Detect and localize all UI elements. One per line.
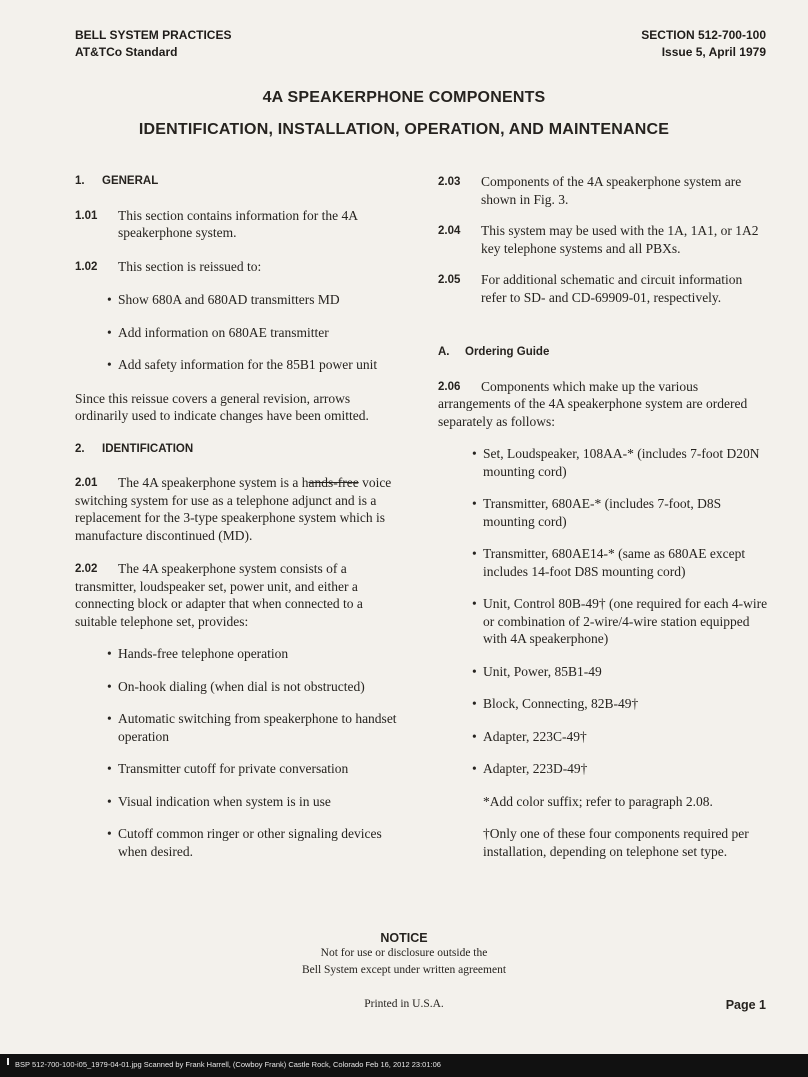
document-subtitle: IDENTIFICATION, INSTALLATION, OPERATION, AND MAINTENANCE — [138, 121, 670, 138]
bullet-icon: • — [107, 678, 112, 694]
notice-block — [0, 931, 808, 979]
list-item: • Set, Loudspeaker, 108AA-* (includes 7-foot D20N mounting cord) — [472, 446, 760, 479]
paragraph-2-05 — [438, 271, 768, 306]
notice-line-1: Not for use or disclosure outside the — [320, 947, 488, 959]
list-item: • Cutoff common ringer or other signaling devices when desired. — [107, 826, 382, 859]
header-left — [75, 27, 231, 61]
bullet-icon: • — [107, 711, 112, 726]
header-section: SECTION 512-700-100 — [641, 28, 766, 42]
list-item: • Show 680A and 680AD transmitters MD — [107, 292, 340, 307]
bullet-icon: • — [472, 446, 477, 461]
list-item: • Transmitter cutoff for private conversation — [107, 761, 349, 776]
bullet-icon: • — [107, 646, 112, 661]
paragraph-number: 2.01 — [75, 477, 98, 489]
bullet-icon: • — [107, 292, 112, 307]
paragraph-text: This system may be used with the 1A, 1A1, or 1A2 key telephone systems and all PBXs. — [481, 223, 759, 256]
paragraph-number: 1.02 — [75, 260, 98, 273]
bullet-icon: • — [107, 761, 112, 776]
bullet-icon: • — [472, 496, 477, 511]
paragraph-text: Components of the 4A speakerphone system are shown in Fig. 3. — [481, 174, 742, 207]
list-item: • Transmitter, 680AE-* (includes 7-foot, D8S mounting cord) — [472, 496, 722, 529]
header-standard: AT&TCo Standard — [75, 45, 178, 59]
paragraph-2-02: 2.02 The 4A speakerphone system consists of a transmitter, loudspeaker set, power unit, and either a connecting block or adapter that when connected to a suitable telephone set, provides: — [75, 561, 363, 629]
list-item: • Adapter, 223C-49† — [472, 728, 587, 744]
printed-in: Printed in U.S.A. — [364, 998, 444, 1010]
section-1-title: GENERAL — [102, 175, 159, 187]
section-2-number: 2. — [75, 442, 85, 455]
page-number: Page 1 — [725, 998, 766, 1012]
bullet-icon: • — [472, 728, 477, 744]
bullet-icon: • — [472, 696, 477, 711]
scan-footer-text: BSP 512-700-100-i05_1979-04-01.jpg Scanned by Frank Harrell, (Cowboy Frank) Castle Rock, Colorado Feb 16, 2012 23:01:06 — [15, 1060, 441, 1069]
list-item: • Visual indication when system is in use — [107, 793, 331, 809]
section-1-heading — [75, 173, 406, 191]
paragraph-1-02 — [75, 258, 406, 276]
paragraph-number: 2.06 — [438, 380, 461, 393]
color-suffix-note: *Add color suffix; refer to paragraph 2.08. — [483, 793, 713, 809]
section-2-heading — [75, 441, 406, 459]
reissue-note: Since this reissue covers a general revision, arrows ordinarily used to indicate changes have been omitted. — [75, 390, 369, 423]
paragraph-1-01 — [75, 207, 406, 242]
list-item: • Block, Connecting, 82B-49† — [472, 696, 639, 711]
paragraph-2-01: 2.01 The 4A speakerphone system is a hands-free voice switching system for use as a telephone adjunct and is a replacement for the 3-type speakerphone system which is manufacture discontinued (MD). — [75, 475, 392, 543]
bullet-icon: • — [472, 546, 477, 561]
paragraph-text: This section contains information for the 4A speakerphone system. — [118, 207, 358, 240]
list-item: • Hands-free telephone operation — [107, 646, 289, 661]
header-right — [641, 27, 766, 61]
paragraph-number: 2.03 — [438, 176, 461, 188]
paragraph-number: 2.02 — [75, 563, 98, 575]
paragraph-number: 2.05 — [438, 274, 461, 286]
bullet-icon: • — [107, 324, 112, 340]
list-item: • Add information on 680AE transmitter — [107, 324, 329, 340]
header-issue: Issue 5, April 1979 — [661, 45, 766, 59]
paragraph-text: For additional schematic and circuit information refer to SD- and CD-69909-01, respectively. — [481, 272, 743, 305]
right-column — [438, 173, 768, 860]
paragraph-2-06: 2.06 Components which make up the various arrangements of the 4A speakerphone system are ordered separately as follows: — [438, 378, 748, 429]
paragraph-text: This section is reissued to: — [118, 258, 262, 274]
document-title: 4A SPEAKERPHONE COMPONENTS — [262, 89, 546, 106]
section-2-title: IDENTIFICATION — [102, 442, 194, 455]
bullet-icon: • — [472, 596, 477, 611]
list-item: • Transmitter, 680AE14-* (same as 680AE except includes 14-foot D8S mounting cord) — [472, 546, 746, 579]
subsection-title: Ordering Guide — [465, 346, 550, 358]
paragraph-2-03 — [438, 173, 768, 208]
subsection-letter: A. — [438, 346, 450, 358]
notice-line-2: Bell System except under written agreement — [301, 964, 507, 976]
left-column — [75, 173, 406, 860]
list-item: • Automatic switching from speakerphone to handset operation — [107, 711, 397, 744]
bullet-icon: • — [472, 663, 477, 679]
paragraph-number: 2.04 — [438, 225, 461, 237]
list-item: • Adapter, 223D-49† — [472, 761, 588, 776]
header-practice: BELL SYSTEM PRACTICES — [75, 28, 232, 42]
ordering-guide-heading — [438, 344, 768, 362]
list-item: • Unit, Power, 85B1-49 — [472, 663, 602, 679]
bullet-icon: • — [107, 357, 112, 372]
list-item: • Unit, Control 80B-49† (one required for each 4-wire or combination of 2-wire/4-wire station equipped with 4A speakerphone) — [472, 596, 768, 646]
component-footnote: †Only one of these four components required per installation, depending on telephone set type. — [483, 826, 749, 859]
section-1-number: 1. — [75, 175, 85, 187]
bullet-icon: • — [107, 793, 112, 809]
notice-title: NOTICE — [380, 931, 428, 945]
list-item: • On-hook dialing (when dial is not obstructed) — [107, 678, 365, 694]
bullet-icon: • — [107, 826, 112, 841]
list-item: • Add safety information for the 85B1 power unit — [107, 357, 378, 372]
scan-mark — [7, 1058, 9, 1065]
paragraph-2-04 — [438, 222, 768, 257]
paragraph-number: 1.01 — [75, 209, 98, 222]
bullet-icon: • — [472, 761, 477, 776]
